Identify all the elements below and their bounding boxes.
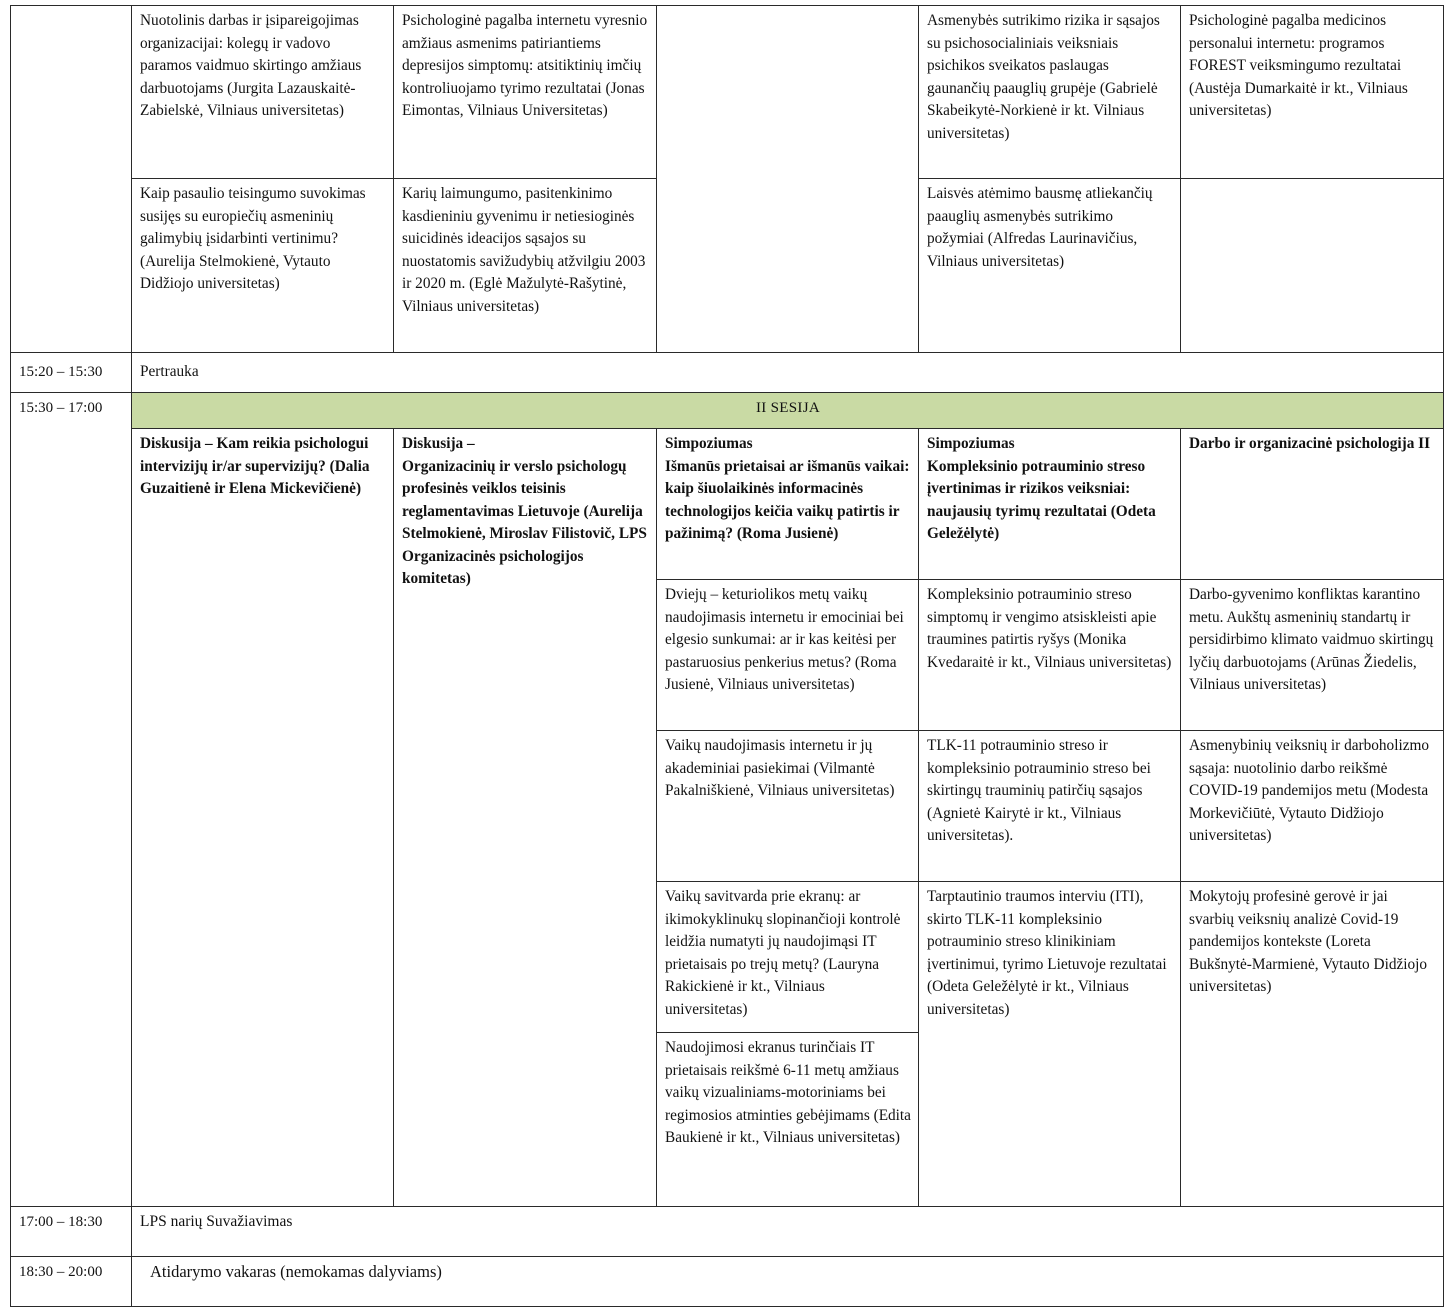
- session-title: II SESIJA: [132, 393, 1444, 429]
- talk-cell: Psichologinė pagalba medicinos personalui internetu: programos FOREST veiksmingumo rezultatai (Austėja Dumarkaitė ir kt., Vilniaus universitetas): [1181, 6, 1444, 179]
- empty-cell: [1181, 179, 1444, 353]
- talk-cell: Kompleksinio potrauminio streso simptomų ir vengimo atsiskleisti apie traumines patirtis ryšys (Monika Kvedaraitė ir kt., Vilniaus universitetas): [919, 580, 1181, 731]
- talk-cell: Dviejų – keturiolikos metų vaikų naudojimasis internetu ir emociniai bei elgesio sunkumai: ar ir kas keitėsi per pastaruosius penkerius metus? (Roma Jusienė, Vilniaus universitetas): [657, 580, 919, 731]
- talk-cell: TLK-11 potrauminio streso ir kompleksinio potrauminio streso bei skirtingų trauminių patirčių sąsajos (Agnietė Kairytė ir kt., Vilniaus universitetas).: [919, 731, 1181, 882]
- symposium-header-1: [657, 429, 919, 580]
- header-kind: Diskusija –: [402, 435, 475, 452]
- break-time: 15:20 – 15:30: [11, 353, 132, 393]
- header-title: Išmanūs prietaisai ar išmanūs vaikai: kaip šiuolaikinės informacinės technologijos keičia vaikų patirtis ir pažinimą? (Roma Jusienė): [665, 457, 910, 542]
- talk-cell: Tarptautinio traumos interviu (ITI), skirto TLK-11 kompleksinio potrauminio streso klinikiniam įvertinimui, tyrimo Lietuvoje rezultatai (Odeta Geležėlytė ir kt., Vilniaus universitetas): [919, 882, 1181, 1207]
- talk-cell: Darbo-gyvenimo konfliktas karantino metu. Aukštų asmeninių standartų ir persidirbimo klimato vaidmuo skirtingų lyčių darbuotojams (Arūnas Žiedelis, Vilniaus universitetas): [1181, 580, 1444, 731]
- talk-cell: Laisvės atėmimo bausmę atliekančių paauglių asmenybės sutrikimo požymiai (Alfredas Laurinavičius, Vilniaus universitetas): [919, 179, 1181, 353]
- talk-cell: Mokytojų profesinė gerovė ir jai svarbių veiksnių analizė Covid-19 pandemijos kontekste (Loreta Bukšnytė-Marmienė, Vytauto Didžiojo universitetas): [1181, 882, 1444, 1207]
- symposium-header-2: [919, 429, 1181, 580]
- time-cell-empty: [11, 6, 132, 353]
- header-title: Organizacinių ir verslo psichologų profesinės veiklos teisinis reglamentavimas Lietuvoje (Aurelija Stelmokienė, Miroslav Filistovič, LPS Organizacinės psichologijos komitetas): [402, 457, 647, 587]
- talk-cell: Nuotolinis darbas ir įsipareigojimas organizacijai: kolegų ir vadovo paramos vaidmuo skirtingo amžiaus darbuotojams (Jurgita Lazauskaitė-Zabielskė, Vilniaus universitetas): [132, 6, 394, 179]
- discussion-header-2: [394, 429, 657, 1207]
- talk-cell: Kaip pasaulio teisingumo suvokimas susijęs su europiečių asmeninių galimybių įsidarbinti vertinimu? (Aurelija Stelmokienė, Vytauto Didžiojo universitetas): [132, 179, 394, 353]
- header-title: Kompleksinio potrauminio streso įvertinimas ir rizikos veiksniai: naujausių tyrimų rezultatai (Odeta Geležėlytė): [927, 457, 1156, 542]
- empty-cell: [657, 6, 919, 353]
- schedule-table: [10, 5, 1444, 1307]
- talk-cell: Asmenybinių veiksnių ir darboholizmo sąsaja: nuotolinio darbo reikšmė COVID-19 pandemijos metu (Modesta Morkevičiūtė, Vytauto Didžiojo universitetas): [1181, 731, 1444, 882]
- header-kind: Simpoziumas: [665, 435, 753, 452]
- talk-cell: Naudojimosi ekranus turinčiais IT prietaisais reikšmė 6-11 metų amžiaus vaikų vizualiniams-motoriniams bei regimosios atminties gebėjimams (Edita Baukienė ir kt., Vilniaus universitetas): [657, 1033, 919, 1207]
- talk-cell: Psichologinė pagalba internetu vyresnio amžiaus asmenims patiriantiems depresijos simptomų: atsitiktinių imčių kontroliuojamo tyrimo rezultatai (Jonas Eimontas, Vilniaus Universitetas): [394, 6, 657, 179]
- opening-label: Atidarymo vakaras (nemokamas dalyviams): [132, 1257, 1444, 1307]
- topic-header-row: [11, 429, 1444, 580]
- assembly-time: 17:00 – 18:30: [11, 1207, 132, 1257]
- discussion-header-1: Diskusija – Kam reikia psichologui intervizijų ir/ar supervizijų? (Dalia Guzaitienė ir Elena Mickevičienė): [132, 429, 394, 1207]
- assembly-row: [11, 1207, 1444, 1257]
- section-header-org: Darbo ir organizacinė psichologija II: [1181, 429, 1444, 580]
- session-time: 15:30 – 17:00: [11, 393, 132, 1207]
- talk-cell: Karių laimungumo, pasitenkinimo kasdieniniu gyvenimu ir netiesioginės suicidinės ideacijos sąsajos su nuostatomis savižudybių atžvilgiu 2003 ir 2020 m. (Eglė Mažulytė-Rašytinė, Vilniaus universitetas): [394, 179, 657, 353]
- table-row: [11, 6, 1444, 179]
- break-row: [11, 353, 1444, 393]
- talk-cell: Vaikų savitvarda prie ekranų: ar ikimokyklinukų slopinančioji kontrolė leidžia numatyti jų naudojimąsi IT prietaisais po trejų metų? (Lauryna Rakickienė ir kt., Vilniaus universitetas): [657, 882, 919, 1033]
- assembly-label: LPS narių Suvažiavimas: [132, 1207, 1444, 1257]
- talk-cell: Asmenybės sutrikimo rizika ir sąsajos su psichosocialiniais veiksniais psichikos sveikatos paslaugas gaunančių paauglių grupėje (Gabrielė Skabeikytė-Norkienė ir kt. Vilniaus universitetas): [919, 6, 1181, 179]
- talk-cell: Vaikų naudojimasis internetu ir jų akademiniai pasiekimai (Vilmantė Pakalniškienė, Vilniaus universitetas): [657, 731, 919, 882]
- break-label: Pertrauka: [132, 353, 1444, 393]
- opening-time: 18:30 – 20:00: [11, 1257, 132, 1307]
- session-header-row: [11, 393, 1444, 429]
- header-kind: Simpoziumas: [927, 435, 1015, 452]
- opening-row: [11, 1257, 1444, 1307]
